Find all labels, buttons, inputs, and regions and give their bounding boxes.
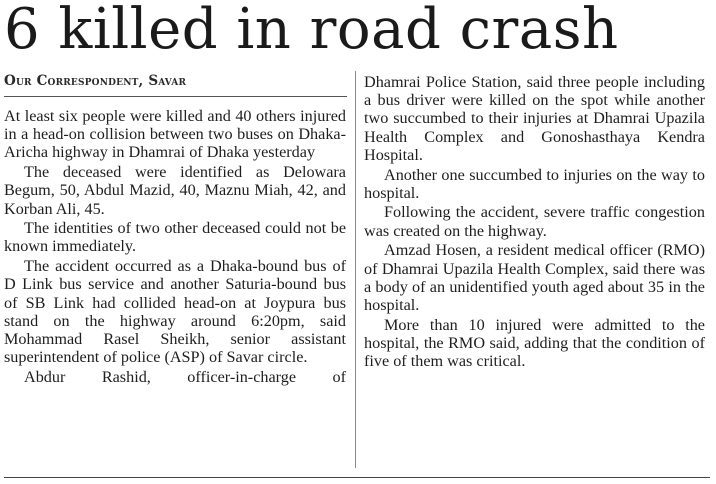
paragraph: Abdur Rashid, officer-in-charge of	[24, 367, 346, 386]
paragraph: Amzad Hosen, a resident medical officer (RMO) of Dhamrai Upazila Health Complex, said there was a body of an unidentified youth aged about 35 in the hospital.	[364, 241, 705, 314]
paragraph: The deceased were identified as Delowara Begum, 50, Abdul Mazid, 40, Maznu Miah, 42, and Korban Ali, 45.	[4, 163, 346, 218]
column-divider	[355, 71, 356, 468]
article-headline: 6 killed in road crash	[4, 0, 619, 62]
byline-rule	[4, 96, 347, 97]
paragraph: Following the accident, severe traffic congestion was created on the highway.	[364, 203, 705, 240]
article-column-right	[364, 73, 705, 372]
article-column-left	[4, 107, 346, 388]
byline: Our Correspondent, Savar	[4, 73, 187, 89]
paragraph: More than 10 injured were admitted to the hospital, the RMO said, adding that the condition of five of them was critical.	[364, 315, 705, 371]
paragraph: At least six people were killed and 40 others injured in a head-on collision between two buses on Dhaka-Aricha highway in Dhamrai of Dhaka yesterday	[4, 107, 346, 162]
paragraph: The accident occurred as a Dhaka-bound bus of D Link bus service and another Saturia-bound bus of SB Link had collided head-on at Joypura bus stand on the highway around 6:20pm, said Mohammad Rasel Sheikh, senior assistant superintendent of police (ASP) of Savar circle.	[4, 257, 346, 367]
bottom-rule	[4, 477, 710, 478]
paragraph: The identities of two other deceased could not be known immediately.	[4, 219, 346, 256]
paragraph: Another one succumbed to injuries on the way to hospital.	[364, 165, 705, 202]
paragraph: Dhamrai Police Station, said three people including a bus driver were killed on the spot while another two succumbed to their injuries at Dhamrai Upazila Health Complex and Gonoshasthaya Kendra Hospital.	[364, 73, 705, 164]
